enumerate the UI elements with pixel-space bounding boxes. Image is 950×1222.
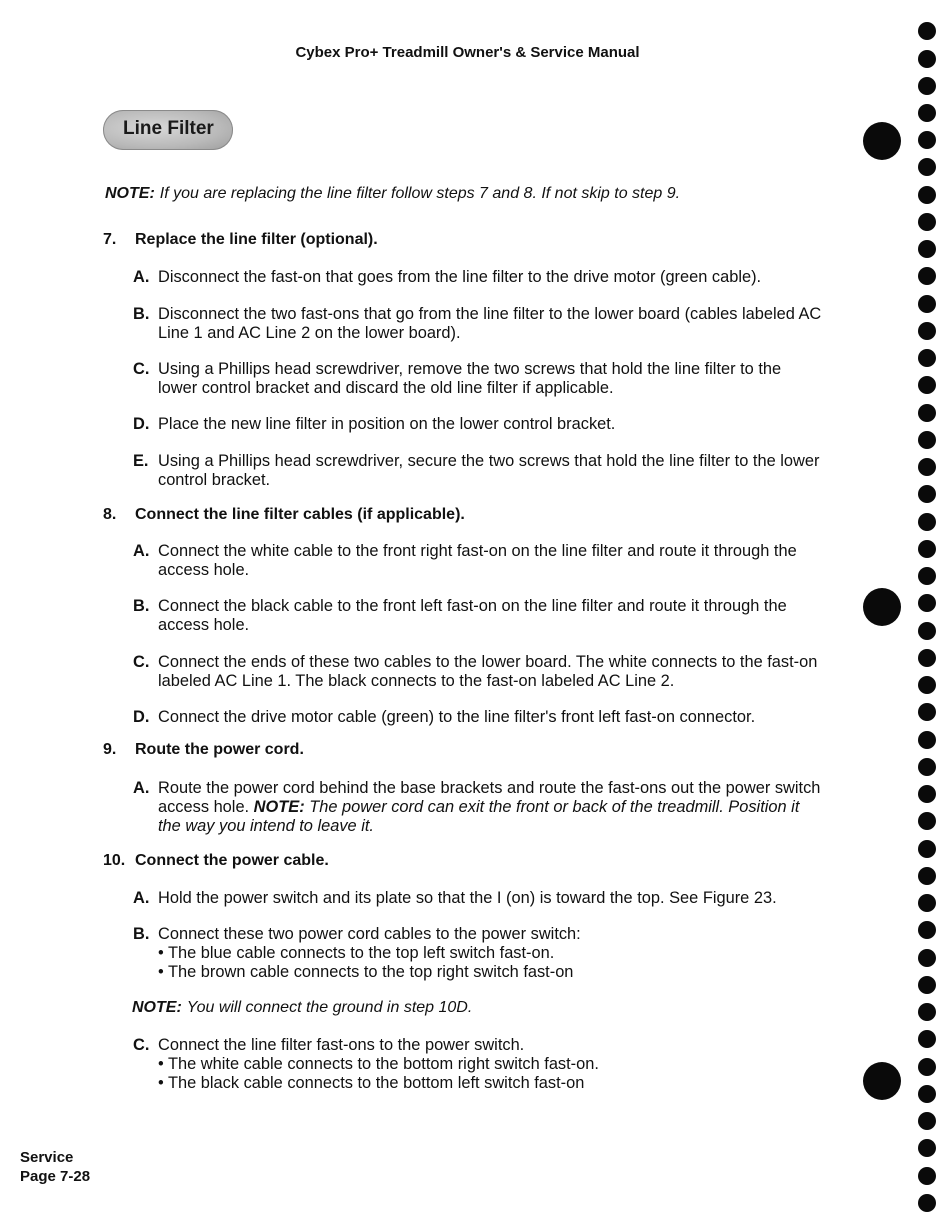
step-7-heading	[103, 231, 378, 249]
step-9a	[133, 779, 823, 836]
step-8b	[133, 597, 823, 635]
step-number: 8.	[103, 506, 117, 523]
sub-text: Place the new line filter in position on the lower control bracket.	[158, 415, 616, 433]
step-7b	[133, 305, 823, 343]
punch-hole	[918, 1058, 936, 1076]
step-7e	[133, 452, 823, 490]
sub-text: Connect the drive motor cable (green) to the line filter's front left fast-on connector.	[158, 708, 756, 726]
sub-letter: A.	[133, 889, 150, 907]
section-title: Line Filter	[123, 118, 214, 139]
sub-text: Using a Phillips head screwdriver, secure the two screws that hold the line filter to the lower control bracket.	[158, 452, 820, 489]
footer-page-number: Page 7-28	[20, 1168, 91, 1185]
punch-hole	[918, 322, 936, 340]
sub-letter: B.	[133, 925, 150, 943]
footer-section: Service	[20, 1149, 74, 1166]
note-label: NOTE:	[132, 999, 182, 1016]
punch-hole	[918, 104, 936, 122]
punch-hole	[918, 1085, 936, 1103]
punch-hole	[918, 894, 936, 912]
punch-hole	[918, 77, 936, 95]
punch-hole	[918, 1030, 936, 1048]
punch-hole	[918, 1194, 936, 1212]
punch-hole	[918, 22, 936, 40]
step-10a	[133, 889, 823, 908]
step-8-heading	[103, 506, 465, 524]
punch-hole	[918, 921, 936, 939]
step-title: Replace the line filter (optional).	[135, 231, 378, 248]
intro-note	[105, 185, 680, 203]
step-title: Connect the power cable.	[135, 852, 329, 869]
punch-hole	[918, 349, 936, 367]
punch-hole	[918, 867, 936, 885]
sub-letter: C.	[133, 1036, 150, 1054]
bullet-item: • The white cable connects to the bottom right switch fast-on.	[158, 1055, 599, 1073]
sub-letter: D.	[133, 415, 150, 433]
sub-text: Connect the white cable to the front right fast-on on the line filter and route it through the access hole.	[158, 542, 797, 579]
punch-hole	[918, 131, 936, 149]
punch-hole	[918, 50, 936, 68]
punch-hole	[918, 158, 936, 176]
punch-hole	[918, 731, 936, 749]
inline-note-text: The power cord can exit the front or back of the treadmill. Position it the way you intend to leave it.	[158, 798, 800, 835]
sub-letter: D.	[133, 708, 150, 726]
sub-letter: A.	[133, 779, 150, 797]
binder-ring-hole	[863, 122, 901, 160]
step-9-heading	[103, 741, 304, 759]
punch-hole	[918, 404, 936, 422]
punch-hole	[918, 649, 936, 667]
ground-note	[132, 999, 472, 1017]
step-number: 9.	[103, 741, 117, 758]
binder-ring-hole	[863, 1062, 901, 1100]
step-7a	[133, 268, 823, 287]
step-8d	[133, 708, 823, 727]
punch-hole	[918, 485, 936, 503]
punch-hole	[918, 267, 936, 285]
step-7d	[133, 415, 823, 434]
punch-hole	[918, 812, 936, 830]
sub-text: Connect the ends of these two cables to the lower board. The white connects to the fast-on labeled AC Line 1. The black connects to the fast-on labeled AC Line 2.	[158, 653, 818, 690]
punch-hole	[918, 1139, 936, 1157]
sub-text: Using a Phillips head screwdriver, remove the two screws that hold the line filter to the lower control bracket and discard the old line filter if applicable.	[158, 360, 782, 397]
note-text: You will connect the ground in step 10D.	[186, 999, 473, 1016]
section-tab	[103, 110, 233, 150]
note-label: NOTE:	[105, 185, 155, 202]
note-text: If you are replacing the line filter follow steps 7 and 8. If not skip to step 9.	[159, 185, 681, 202]
sub-text: Connect the black cable to the front left fast-on on the line filter and route it through the access hole.	[158, 597, 787, 634]
sub-text: Connect these two power cord cables to the power switch:	[158, 925, 581, 943]
sub-text: Route the power cord behind the base brackets and route the fast-ons out the power switch access hole.	[158, 779, 821, 816]
punch-hole	[918, 840, 936, 858]
sub-letter: C.	[133, 360, 150, 378]
bullet-item: • The brown cable connects to the top right switch fast-on	[158, 963, 574, 981]
punch-hole	[918, 785, 936, 803]
bullet-item: • The black cable connects to the bottom left switch fast-on	[158, 1074, 585, 1092]
sub-text: Disconnect the fast-on that goes from the line filter to the drive motor (green cable).	[158, 268, 762, 286]
punch-hole	[918, 458, 936, 476]
punch-hole	[918, 513, 936, 531]
step-title: Route the power cord.	[135, 741, 304, 758]
inline-note-label: NOTE:	[253, 798, 305, 816]
punch-hole	[918, 295, 936, 313]
page-footer	[20, 1148, 90, 1186]
sub-text: Connect the line filter fast-ons to the power switch.	[158, 1036, 525, 1054]
step-8a	[133, 542, 823, 580]
step-number: 7.	[103, 231, 117, 248]
bullet-item: • The blue cable connects to the top left switch fast-on.	[158, 944, 555, 962]
step-10c	[133, 1036, 823, 1093]
sub-letter: A.	[133, 542, 150, 560]
punch-hole	[918, 431, 936, 449]
step-10-heading	[103, 852, 329, 870]
sub-text: Hold the power switch and its plate so that the I (on) is toward the top. See Figure 23.	[158, 889, 777, 907]
page-header: Cybex Pro+ Treadmill Owner's & Service Manual	[295, 44, 640, 61]
punch-hole	[918, 540, 936, 558]
step-number: 10.	[103, 852, 126, 869]
punch-hole	[918, 567, 936, 585]
punch-hole	[918, 949, 936, 967]
punch-hole	[918, 1003, 936, 1021]
punch-hole	[918, 703, 936, 721]
punch-hole	[918, 758, 936, 776]
binder-ring-hole	[863, 588, 901, 626]
step-10b	[133, 925, 823, 982]
punch-hole	[918, 594, 936, 612]
sub-letter: B.	[133, 305, 150, 323]
punch-hole	[918, 976, 936, 994]
sub-letter: A.	[133, 268, 150, 286]
sub-letter: C.	[133, 653, 150, 671]
sub-letter: E.	[133, 452, 149, 470]
step-7c	[133, 360, 823, 398]
step-title: Connect the line filter cables (if applicable).	[135, 506, 465, 523]
punch-hole	[918, 376, 936, 394]
punch-hole	[918, 213, 936, 231]
punch-hole	[918, 622, 936, 640]
punch-hole	[918, 186, 936, 204]
sub-text: Disconnect the two fast-ons that go from the line filter to the lower board (cables labeled AC Line 1 and AC Line 2 on the lower board).	[158, 305, 822, 342]
step-8c	[133, 653, 823, 691]
punch-hole	[918, 676, 936, 694]
punch-hole	[918, 1167, 936, 1185]
sub-letter: B.	[133, 597, 150, 615]
punch-hole	[918, 1112, 936, 1130]
punch-hole	[918, 240, 936, 258]
